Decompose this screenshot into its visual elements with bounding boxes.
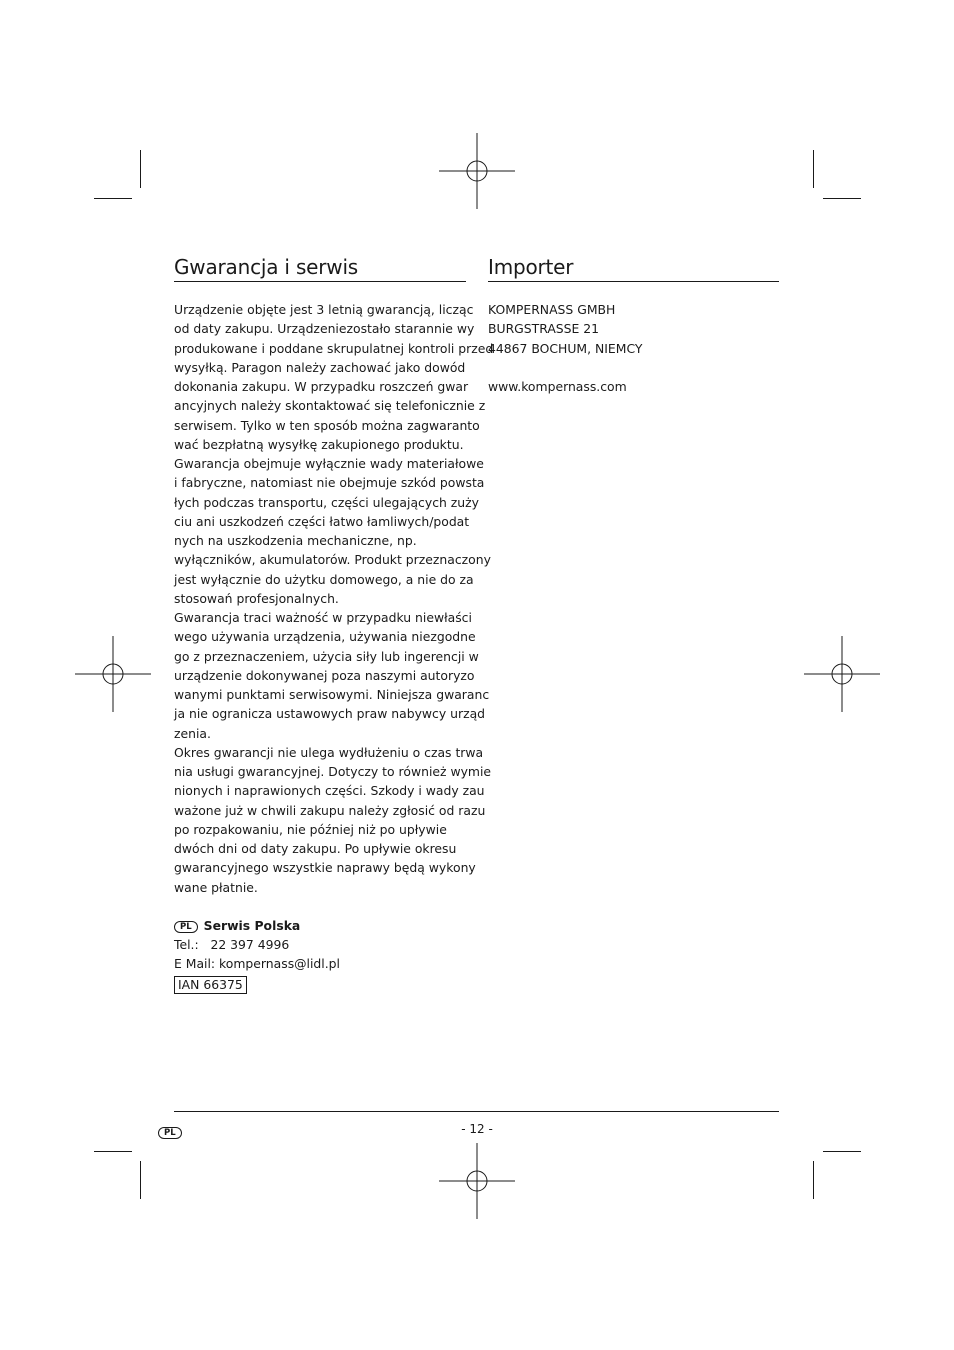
- warranty-text: [174, 300, 494, 897]
- text-line: ważone już w chwili zakupu należy zgłosić od razu: [174, 802, 486, 818]
- crop-mark: [813, 1161, 814, 1199]
- crop-mark: [140, 150, 141, 188]
- registration-mark-icon: [439, 133, 515, 209]
- service-contact: [174, 916, 466, 994]
- text-line: go z przeznaczeniem, użycia siły lub ingerencji w: [174, 648, 479, 664]
- crop-mark: [94, 198, 132, 199]
- text-line: wane płatnie.: [174, 879, 258, 895]
- text-line: i fabryczne, natomiast nie obejmuje szkód powsta: [174, 475, 485, 491]
- text-line: dokonania zakupu. W przypadku roszczeń gwar: [174, 379, 469, 394]
- text-line: ciu ani uszkodzeń części łatwo łamliwych/podat: [174, 513, 470, 529]
- crop-mark: [823, 1151, 861, 1152]
- importer-section: [488, 254, 779, 396]
- ian-number: IAN 66375: [174, 976, 247, 994]
- text-line: łych podczas transportu, części ulegających zuży: [174, 494, 479, 510]
- footer-country-badge: [158, 1121, 182, 1140]
- text-line: zenia.: [174, 725, 211, 741]
- text-line: Gwarancja traci ważność w przypadku niewłaści: [174, 610, 472, 625]
- crop-mark: [823, 198, 861, 199]
- text-line: nych na uszkodzenia mechaniczne, np.: [174, 533, 417, 548]
- text-line: nia usługi gwarancyjnej. Dotyczy to również wymie: [174, 764, 492, 779]
- crop-mark: [813, 150, 814, 188]
- importer-heading: Importer: [488, 254, 779, 282]
- text-line: produkowane i poddane skrupulatnej kontroli przed: [174, 340, 494, 356]
- footer-rule: [174, 1111, 779, 1112]
- text-line: nionych i naprawionych części. Szkody i wady zau: [174, 783, 485, 799]
- address-line: 44867 BOCHUM, NIEMCY: [488, 340, 643, 356]
- importer-website: www.kompernass.com: [488, 378, 627, 394]
- warranty-heading: Gwarancja i serwis: [174, 254, 466, 282]
- text-line: ja nie ogranicza ustawowych praw nabywcy urząd: [174, 706, 486, 722]
- text-line: dwóch dni od daty zakupu. Po upływie okresu: [174, 841, 457, 856]
- crop-mark: [94, 1151, 132, 1152]
- text-line: stosowań profesjonalnych.: [174, 590, 339, 606]
- country-badge: PL: [174, 921, 198, 933]
- text-line: Urządzenie objęte jest 3 letnią gwarancją, licząc: [174, 302, 474, 317]
- text-line: gwarancyjnego wszystkie naprawy będą wykony: [174, 860, 476, 876]
- text-line: wać bezpłatną wysyłkę zakupionego produktu.: [174, 436, 464, 452]
- text-line: urządzenie dokonywanej poza naszymi autoryzo: [174, 667, 475, 683]
- text-line: Gwarancja obejmuje wyłącznie wady materiałowe: [174, 456, 484, 471]
- service-title-row: [174, 916, 466, 935]
- address-line: BURGSTRASSE 21: [488, 321, 600, 337]
- text-line: wyłączników, akumulatorów. Produkt przeznaczony: [174, 552, 491, 568]
- service-title: Serwis Polska: [203, 917, 301, 933]
- service-phone: Tel.: 22 397 4996: [174, 937, 290, 952]
- text-line: wanymi punktami serwisowymi. Niniejsza gwaranc: [174, 687, 490, 702]
- text-line: wego używania urządzenia, używania niezgodne: [174, 629, 476, 645]
- text-line: jest wyłącznie do użytku domowego, a nie do za: [174, 571, 474, 587]
- text-line: wysyłką. Paragon należy zachować jako dowód: [174, 359, 466, 375]
- address-line: KOMPERNASS GMBH: [488, 302, 616, 317]
- registration-mark-icon: [75, 636, 151, 712]
- text-line: od daty zakupu. Urządzeniezostało starannie wy: [174, 321, 475, 337]
- service-email: E Mail: kompernass@lidl.pl: [174, 956, 340, 972]
- crop-mark: [140, 1161, 141, 1199]
- registration-mark-icon: [439, 1143, 515, 1219]
- warranty-section: [174, 254, 494, 994]
- text-line: po rozpakowaniu, nie później niż po upływie: [174, 821, 447, 837]
- page-number: - 12 -: [461, 1122, 493, 1136]
- registration-mark-icon: [804, 636, 880, 712]
- text-line: Okres gwarancji nie ulega wydłużeniu o czas trwa: [174, 744, 484, 760]
- country-badge: PL: [158, 1127, 182, 1139]
- text-line: serwisem. Tylko w ten sposób można zagwaranto: [174, 417, 480, 433]
- text-line: ancyjnych należy skontaktować się telefonicznie z: [174, 398, 486, 414]
- importer-address: [488, 300, 779, 358]
